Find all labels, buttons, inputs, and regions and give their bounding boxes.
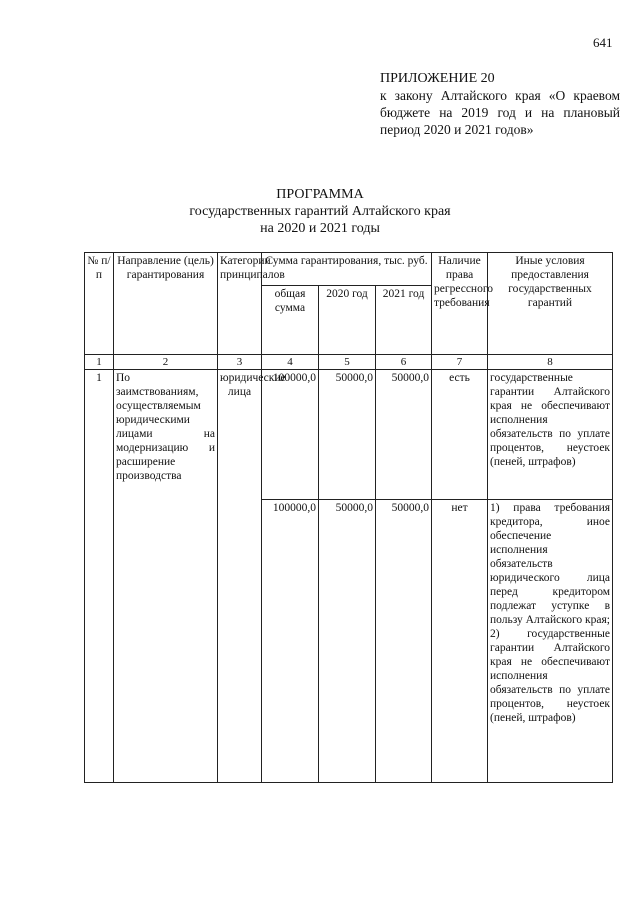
row-sum-2021: 50000,0 <box>376 500 432 783</box>
column-number: 1 <box>85 355 114 370</box>
row-sum-total: 100000,0 <box>262 370 319 500</box>
row-number: 1 <box>85 370 114 783</box>
document-heading <box>0 186 640 237</box>
column-number: 3 <box>218 355 262 370</box>
row-conditions <box>488 500 613 783</box>
header-sum-total: общая сумма <box>262 286 319 355</box>
header-sum-2021: 2021 год <box>376 286 432 355</box>
column-number: 7 <box>432 355 488 370</box>
condition-item-1: 1) права требования кредитора, иное обеспечение исполнения обязательств юридического лица перед кредитором подлежат уступке в пользу Алтайского края; <box>490 502 611 626</box>
appendix-title: ПРИЛОЖЕНИЕ 20 <box>380 71 495 86</box>
appendix-text: к закону Алтайского края «О краевом бюджете на 2019 год и на плановый период 2020 и 2021 годов» <box>380 88 620 137</box>
row-sum-total: 100000,0 <box>262 500 319 783</box>
heading-years: на 2020 и 2021 годы <box>260 221 380 236</box>
heading-title: ПРОГРАММА <box>276 187 364 202</box>
header-direction: Направление (цель) гарантирования <box>114 253 218 355</box>
row-regress: есть <box>432 370 488 500</box>
row-conditions: государственные гарантии Алтайского края не обеспечивают исполнения обязательств по уплате процентов, неустоек (пеней, штрафов) <box>488 370 613 500</box>
header-category: Категории принципалов <box>218 253 262 355</box>
table-row <box>85 370 613 500</box>
header-num: № п/п <box>85 253 114 355</box>
column-number: 6 <box>376 355 432 370</box>
row-sum-2020: 50000,0 <box>319 500 376 783</box>
heading-subtitle: государственных гарантий Алтайского края <box>189 204 451 219</box>
header-conditions: Иные условия предоставления государственных гарантий <box>488 253 613 355</box>
guarantees-table <box>84 252 613 783</box>
column-number: 4 <box>262 355 319 370</box>
table-header-row <box>85 253 613 286</box>
row-direction: По заимствованиям, осуществляемым юридическими лицами на модернизацию и расширение производства <box>114 370 218 783</box>
condition-item-2: 2) государственные гарантии Алтайского края не обеспечивают исполнения обязательств по уплате процентов, неустоек (пеней, штрафов) <box>490 628 611 724</box>
header-sum-group: Сумма гарантирования, тыс. руб. <box>262 253 432 286</box>
row-regress: нет <box>432 500 488 783</box>
column-number: 8 <box>488 355 613 370</box>
column-number: 5 <box>319 355 376 370</box>
column-number-row <box>85 355 613 370</box>
appendix-block <box>380 70 620 138</box>
row-sum-2021: 50000,0 <box>376 370 432 500</box>
row-sum-2020: 50000,0 <box>319 370 376 500</box>
header-regress: Наличие права регрессного требования <box>432 253 488 355</box>
page-number: 641 <box>593 35 613 50</box>
column-number: 2 <box>114 355 218 370</box>
header-sum-2020: 2020 год <box>319 286 376 355</box>
row-category: юридические лица <box>218 370 262 783</box>
